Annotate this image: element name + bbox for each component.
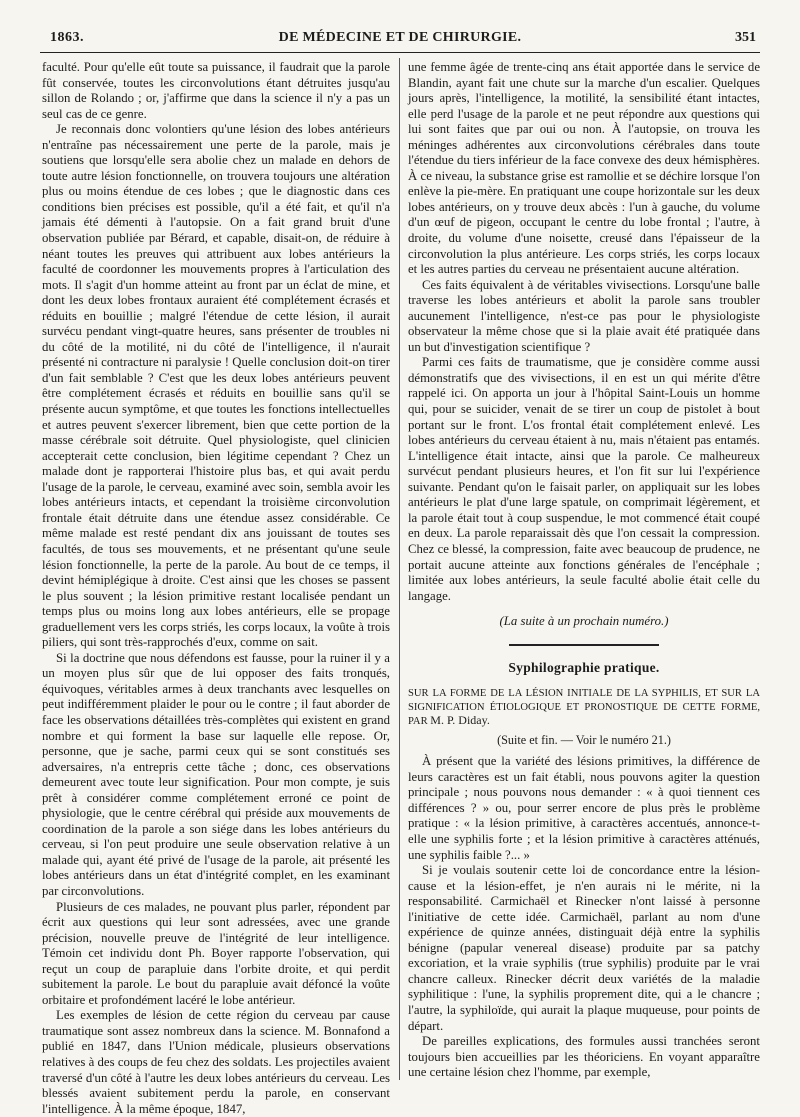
header-title: DE MÉDECINE ET DE CHIRURGIE. <box>278 30 522 45</box>
continuation-note: (La suite à un prochain numéro.) <box>499 614 669 629</box>
paragraph: Je reconnais donc volontiers qu'une lésion des lobes antérieurs n'entraîne pas nécessairement une perte de la parole, mais je soutiens que lorsqu'elle sera abolie chez un malade en dehors de toute autre lésion fonctionnelle, on trouvera toujours une altération plus ou moins étendue de ces lobes ; que le diagnostic dans ces conditions bien précises est possible, qu'il a été fait, et qu'il n'a jamais été démenti à l'autopsie. On a fait grand bruit d'une observation publiée par Bérard, et capable, disait-on, de réduire à néant toutes les preuves qui attribuent aux lobes antérieurs la faculté de coordonner les mouvements propres à l'articulation des mots. Il s'agit d'un homme atteint au front par un éclat de mine, et dont les deux lobes frontaux auraient été complétement écrasés et réduits en bouillie ; malgré l'étendue de cette lésion, il aurait survécu pendant vingt-quatre heures, sans présenter de troubles ni du côté de la motilité, ni du côté de l'intelligence, il n'aurait présenté ni contracture ni paralysie ! Quelle conclusion doit-on tirer d'un fait semblable ? C'est que les deux lobes antérieurs peuvent être complétement écrasés et réduits en bouillie sans qu'il se présente aucun symptôme, et que toutes les fonctions intellectuelles et autres peuvent s'exercer librement, bien que cette portion de la masse cérébrale soit détruite. Quel physiologiste, quel clinicien accepterait cette conclusion, bien légitime cependant ? Chez un malade dont je rapporterai l'histoire plus bas, et qui avait perdu l'usage de la parole, le cerveau, examiné avec soin, sembla avoir les lobes antérieurs intacts, et cependant la troisième circonvolution frontale était détruite dans une étendue assez considérable. Ce même malade est resté pendant dix ans jouissant de toutes ses facultés, de tous ses mouvements, et ne présentant qu'une seule lésion fonctionnelle, la perte de la parole. Au bout de ce temps, il devint hémiplégique à droite. C'est ainsi que les choses se passent le plus souvent ; la lésion primitive restant localisée pendant un temps plus ou moins long aux lobes antérieurs, elle se propage graduellement vers les corps striés, les corps locaux, la voûte à trois piliers, qui sont très-rapprochés d'eux, comme on sait. <box>42 122 390 650</box>
paragraph: une femme âgée de trente-cinq ans était apportée dans le service de Blandin, ayant fait une chute sur la marche d'un escalier. Quelques jours après, l'intelligence, la motilité, la sensibilité étant intactes, elle perd l'usage de la parole et ne peut répondre aux questions qui lui sont faites que par oui ou non. À l'autopsie, on trouva les méninges adhérentes aux circonvolutions cérébrales dans toute l'étendue du tiers inférieur de la face convexe des deux hémisphères. À ce niveau, la substance grise est ramollie et se déchire lorsque l'on enlève la pie-mère. En pratiquant une coupe horizontale sur les deux lobes antérieurs, on y trouve deux abcès : l'un à gauche, du volume d'un œuf de pigeon, occupant le centre du lobe frontal ; l'autre, à droite, du volume d'une noisette, creusé dans l'épaisseur de la circonvolution la plus antérieure. Les corps striés, les corps locaux et les autres parties du cerveau ne présentaient aucune altération. <box>408 60 760 277</box>
paragraph: faculté. Pour qu'elle eût toute sa puissance, il faudrait que la parole fût conservée, toutes les circonvolutions étant détruites jusqu'au sillon de Rolando ; or, j'affirme que dans la science il n'y a pas un seul cas de ce genre. <box>42 60 390 121</box>
paragraph: À présent que la variété des lésions primitives, la différence de leurs caractères est un fait établi, nous pouvons agiter la question principale ; nous pouvons nous demander : « à quoi tiennent ces différences ? » ou, pour serrer encore de plus près le problème pratique : « la lésion primitive, à caractères accentués, annonce-t-elle une syphilis forte ; et la lésion primitive à caractères atténués, une syphilis faible ?... » <box>408 754 760 862</box>
paragraph: Parmi ces faits de traumatisme, que je considère comme aussi démonstratifs que des vivisections, il en est un qui mérite d'être rappelé ici. On apporta un jour à l'hôpital Saint-Louis un homme qui, pour se suicider, venait de se tirer un coup de pistolet à bout portant sur le front. L'os frontal était complétement enlevé. Les lobes antérieurs du cerveau étaient à nu, mais n'étaient pas entamés. L'intelligence était intacte, ainsi que la parole. Ce malheureux survécut pendant plusieurs heures, et l'on fit sur lui l'expérience suivante. Pendant qu'on le faisait parler, on appliquait sur les lobes antérieurs le plat d'une large spatule, on comprimait légèrement, et la parole était tout à coup suspendue, le mot commencé était coupé en deux. La parole reparaissait dès que l'on cessait la compression. Chez ce blessé, la compression, faite avec beaucoup de prudence, ne portait aucune atteinte aux fonctions générales de l'encéphale ; limitée aux lobes antérieurs, la seule faculté abolie était celle du langage. <box>408 355 760 603</box>
paragraph: Plusieurs de ces malades, ne pouvant plus parler, répondent par écrit aux questions qui leur sont adressées, avec une grande précision, nouvelle preuve de l'intégrité de leur intelligence. Témoin cet individu dont Ph. Boyer rapporte l'observation, qui reçut un coup de parapluie dans l'orbite droite, et qui perdit subitement la parole. Le bout du parapluie avait défoncé la voûte orbitaire et profondément lacéré le lobe antérieur. <box>42 899 390 1007</box>
paragraph: Ces faits équivalent à de véritables vivisections. Lorsqu'une balle traverse les lobes antérieurs et abolit la parole sans troubler aucunement l'intelligence, n'est-ce pas pour le physiologiste observateur la même chose que si la plaie avait été pratiquée dans un but d'investigation scientifique ? <box>408 277 760 354</box>
header-rule <box>40 52 760 53</box>
page-header <box>40 26 760 48</box>
article-title-text: SUR LA FORME DE LA LÉSION INITIALE DE LA SYPHILIS, ET SUR LA SIGNIFICATION ÉTIOLOGIQUE ET PRONOSTIQUE DE CETTE FORME, PAR <box>408 688 760 728</box>
section-separator <box>509 644 659 646</box>
header-year: 1863. <box>50 30 84 45</box>
section-title: Syphilographie pratique. <box>508 659 660 675</box>
right-column <box>408 60 760 1080</box>
paragraph: De pareilles explications, des formules aussi tranchées seront toujours bien accueillies par les théoriciens. En voyant apparaître une certaine lésion chez l'homme, par exemple, <box>408 1034 760 1080</box>
article-note: (Suite et fin. — Voir le numéro 21.) <box>497 732 671 747</box>
paragraph: Si je voulais soutenir cette loi de concordance entre la lésion-cause et la lésion-effet, je n'en aurais ni le mérite, ni la responsabilité. Carmichaël et Rinecker n'ont laissé à personne l'initiative de cette idée. Carmichaël, parlant au nom d'une expérience de quinze années, distinguait déjà entre la syphilis bénigne (papular venereal disease) produite par sa patchy excoriation, et la vraie syphilis (true syphilis) produite par le vrai chancre calleux. Rinecker décrit deux variétés de la maladie syphilitique : l'une, la syphilis proprement dite, qui a le chancre ; l'autre, la syphiloïde, qui aurait la plaque muqueuse, pour points de départ. <box>408 863 760 1033</box>
page-number: 351 <box>735 30 756 45</box>
paragraph: Si la doctrine que nous défendons est fausse, pour la ruiner il y a un moyen plus sûr que de lui opposer des faits tronqués, équivoques, véritables armes à deux tranchants avec lesquelles on peut indifféremment plaider le pour ou le contre ; il faut aborder de face les observations détaillées très-complètes qui existent en grand nombre et qui forment la base sur laquelle elle repose. Or, personne, que je sache, parmi ceux qui se sont constitués ses adversaires, n'a entrepris cette tâche ; donc, ces observations demeurent avec toute leur signification. Pour mon compte, je suis prêt à considérer comme complétement erroné ce point de physiologie, que le centre cérébral qui préside aux mouvements de coordination de la parole a son siége dans les lobes antérieurs du cerveau, si l'on peut produire une seule observation relative à un malade qui, ayant été privé de l'usage de la parole, ait présenté les lobes antérieurs dans un état d'intégrité complet, en les examinant par circonvolutions. <box>42 650 390 898</box>
article-title <box>408 687 760 729</box>
left-column <box>42 60 390 1116</box>
article-author: M. P. Diday. <box>430 713 490 728</box>
paragraph: Les exemples de lésion de cette région du cerveau par cause traumatique sont assez nombreux dans la science. M. Bonnafond a publié en 1847, dans l'Union médicale, plusieurs observations relatives à des coups de feu chez des soldats. Les projectiles avaient traversé d'un côté à l'autre les deux lobes antérieurs du cerveau. Les blessés avaient subitement perdu la parole, en conservant l'intelligence. À la même époque, 1847, <box>42 1008 390 1116</box>
column-divider <box>399 58 400 1080</box>
